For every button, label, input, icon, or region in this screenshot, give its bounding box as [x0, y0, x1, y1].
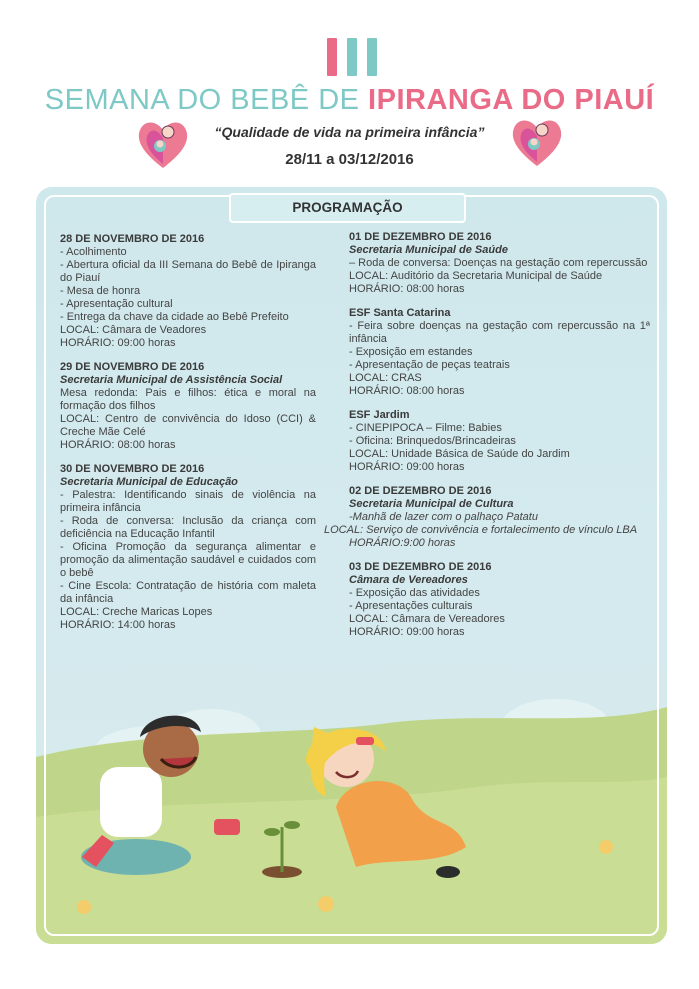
venue-heading: ESF Jardim — [349, 409, 410, 421]
organizer-line: Secretaria Municipal de Educação — [60, 476, 238, 488]
activity-line: - Apresentação cultural — [60, 298, 173, 310]
schedule-day-block — [60, 233, 316, 350]
time-line: HORÁRIO: 14:00 horas — [60, 619, 176, 631]
day-heading: 30 DE NOVEMBRO DE 2016 — [60, 463, 205, 475]
activity-line: - Oficina: Brinquedos/Brincadeiras — [349, 435, 516, 447]
activity-line: - Entrega da chave da cidade ao Bebê Prefeito — [60, 311, 289, 323]
schedule-day-block — [349, 307, 650, 398]
activity-line: - Cine Escola: Contratação de história com maleta da infância — [60, 580, 316, 605]
time-line: HORÁRIO: 09:00 horas — [349, 461, 465, 473]
activity-line: -Manhã de lazer com o palhaço Patatu — [349, 511, 538, 523]
location-line: LOCAL: Centro de convivência do Idoso (CCI) & Creche Mãe Celé — [60, 413, 316, 438]
time-line: HORÁRIO:9:00 horas — [349, 537, 456, 549]
activity-line: - Palestra: Identificando sinais de violência na primeira infância — [60, 489, 316, 514]
event-dates: 28/11 a 03/12/2016 — [285, 151, 414, 168]
time-line: HORÁRIO: 09:00 horas — [349, 626, 465, 638]
organizer-line: Câmara de Vereadores — [349, 574, 468, 586]
schedule-left-column — [60, 233, 316, 643]
activity-line: - Oficina Promoção da segurança alimentar e promoção da alimentação saudável e cuidados com o bebê — [60, 541, 316, 579]
activity-line: - Exposição das atividades — [349, 587, 480, 599]
schedule-day-block — [60, 361, 316, 452]
section-title: PROGRAMAÇÃO — [229, 193, 466, 223]
activity-line: - Apresentação de peças teatrais — [349, 359, 510, 371]
activity-line: - CINEPIPOCA – Filme: Babies — [349, 422, 502, 434]
schedule-day-block — [349, 231, 650, 296]
schedule-day-block — [349, 561, 650, 639]
location-line: LOCAL: Auditório da Secretaria Municipal de Saúde — [349, 270, 603, 282]
schedule-day-block — [349, 409, 650, 474]
time-line: HORÁRIO: 08:00 horas — [349, 283, 465, 295]
page-subtitle: “Qualidade de vida na primeira infância” — [214, 124, 485, 140]
time-line: HORÁRIO: 08:00 horas — [349, 385, 465, 397]
mother-baby-heart-icon — [508, 110, 566, 170]
activity-line: Mesa redonda: Pais e filhos: ética e moral na formação dos filhos — [60, 387, 316, 412]
activity-line: - Acolhimento — [60, 246, 127, 258]
day-heading: 03 DE DEZEMBRO DE 2016 — [349, 561, 492, 573]
activity-line: - Feira sobre doenças na gestação com repercussão na 1ª infância — [349, 320, 650, 345]
activity-line: - Apresentações culturais — [349, 600, 473, 612]
venue-heading: ESF Santa Catarina — [349, 307, 451, 319]
day-heading: 28 DE NOVEMBRO DE 2016 — [60, 233, 205, 245]
location-line: LOCAL: Creche Maricas Lopes — [60, 606, 213, 618]
activity-line: - Roda de conversa: Inclusão da criança com deficiência na Educação Infantil — [60, 515, 316, 540]
day-heading: 01 DE DEZEMBRO DE 2016 — [349, 231, 492, 243]
roman-numeral-graphic — [327, 38, 377, 76]
activity-line: - Exposição em estandes — [349, 346, 473, 358]
location-line: LOCAL: Unidade Básica de Saúde do Jardim — [349, 448, 570, 460]
day-heading: 02 DE DEZEMBRO DE 2016 — [349, 485, 492, 497]
title-part-1: SEMANA DO BEBÊ DE — [44, 84, 369, 116]
organizer-line: Secretaria Municipal de Saúde — [349, 244, 508, 256]
activity-line: - Abertura oficial da III Semana do Bebê de Ipiranga do Piauí — [60, 259, 316, 284]
activity-line: - Mesa de honra — [60, 285, 141, 297]
schedule-right-column — [324, 231, 650, 650]
location-line: LOCAL: Serviço de convivência e fortalecimento de vínculo LBA — [324, 524, 638, 536]
schedule-day-block — [60, 463, 316, 632]
organizer-line: Secretaria Municipal de Cultura — [349, 498, 514, 510]
location-line: LOCAL: Câmara de Veadores — [60, 324, 207, 336]
page-title — [0, 84, 699, 117]
location-line: LOCAL: CRAS — [349, 372, 422, 384]
mother-baby-heart-icon — [134, 112, 192, 172]
activity-line: – Roda de conversa: Doenças na gestação com repercussão — [349, 257, 648, 269]
time-line: HORÁRIO: 09:00 horas — [60, 337, 176, 349]
schedule-day-block — [324, 485, 650, 550]
organizer-line: Secretaria Municipal de Assistência Social — [60, 374, 283, 386]
title-part-2: IPIRANGA DO PIAUÍ — [368, 84, 655, 116]
location-line: LOCAL: Câmara de Vereadores — [349, 613, 505, 625]
day-heading: 29 DE NOVEMBRO DE 2016 — [60, 361, 205, 373]
time-line: HORÁRIO: 08:00 horas — [60, 439, 176, 451]
